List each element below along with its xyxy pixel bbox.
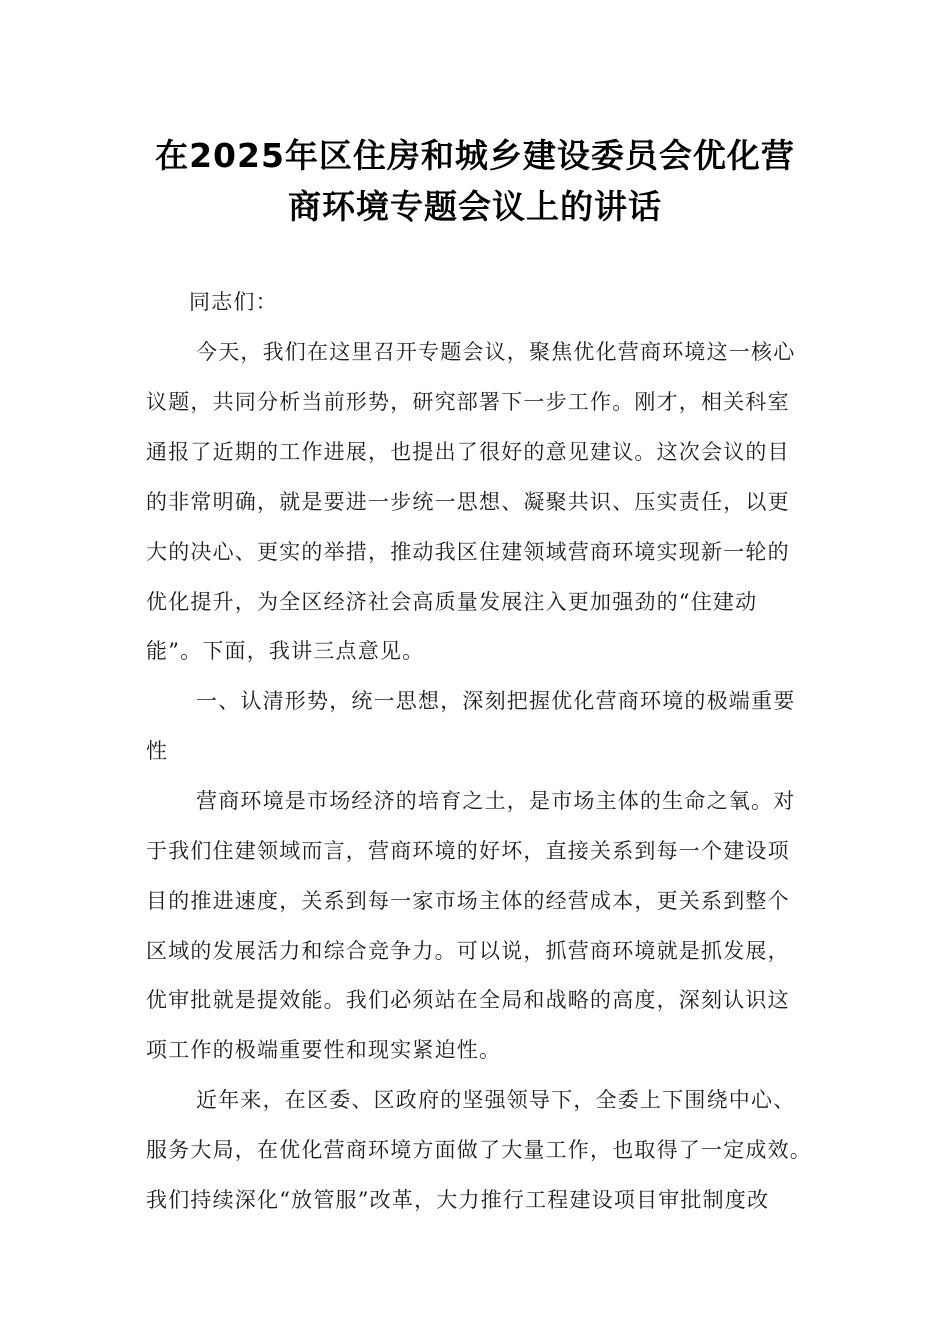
paragraph-line: 议题，共同分析当前形势，研究部署下一步工作。刚才，相关科室: [146, 390, 790, 414]
paragraph-line: 近年来，在区委、区政府的坚强领导下，全委上下围绕中心、: [196, 1088, 796, 1112]
paragraph-line: 的非常明确，就是要进一步统一思想、凝聚共识、压实责任，以更: [146, 490, 790, 514]
paragraph-line: 我们持续深化“放管服”改革，大力推行工程建设项目审批制度改: [146, 1188, 770, 1212]
paragraph-line: 项工作的极端重要性和现实紧迫性。: [146, 1038, 502, 1062]
paragraph-line: 大的决心、更实的举措，推动我区住建领域营商环境实现新一轮的: [146, 540, 790, 564]
paragraph-line: 通报了近期的工作进展，也提出了很好的意见建议。这次会议的目: [146, 440, 790, 464]
document-title-line-2: 商环境专题会议上的讲话: [288, 187, 662, 226]
paragraph-line: 优化提升，为全区经济社会高质量发展注入更加强劲的“住建动: [146, 590, 758, 614]
document-title-line-1: 在2025年区住房和城乡建设委员会优化营: [155, 136, 795, 175]
paragraph-line: 营商环境是市场经济的培育之土，是市场主体的生命之氧。对: [196, 789, 796, 813]
paragraph-line: 目的推进速度，关系到每一家市场主体的经营成本，更关系到整个: [146, 889, 790, 913]
paragraph-line: 优审批就是提效能。我们必须站在全局和战略的高度，深刻认识这: [146, 988, 790, 1012]
paragraph-line: 服务大局，在优化营商环境方面做了大量工作，也取得了一定成效。: [146, 1138, 812, 1162]
section-heading-line: 一、认清形势，统一思想，深刻把握优化营商环境的极端重要: [196, 689, 796, 713]
paragraph-line: 区域的发展活力和综合竞争力。可以说，抓营商环境就是抓发展，: [146, 939, 790, 963]
section-heading-line: 性: [146, 739, 169, 763]
paragraph-line: 于我们住建领域而言，营商环境的好坏，直接关系到每一个建设项: [146, 839, 790, 863]
paragraph-line: 能”。下面，我讲三点意见。: [146, 639, 425, 663]
paragraph-line: 今天，我们在这里召开专题会议，聚焦优化营商环境这一核心: [196, 340, 796, 364]
greeting: 同志们：: [189, 290, 278, 314]
